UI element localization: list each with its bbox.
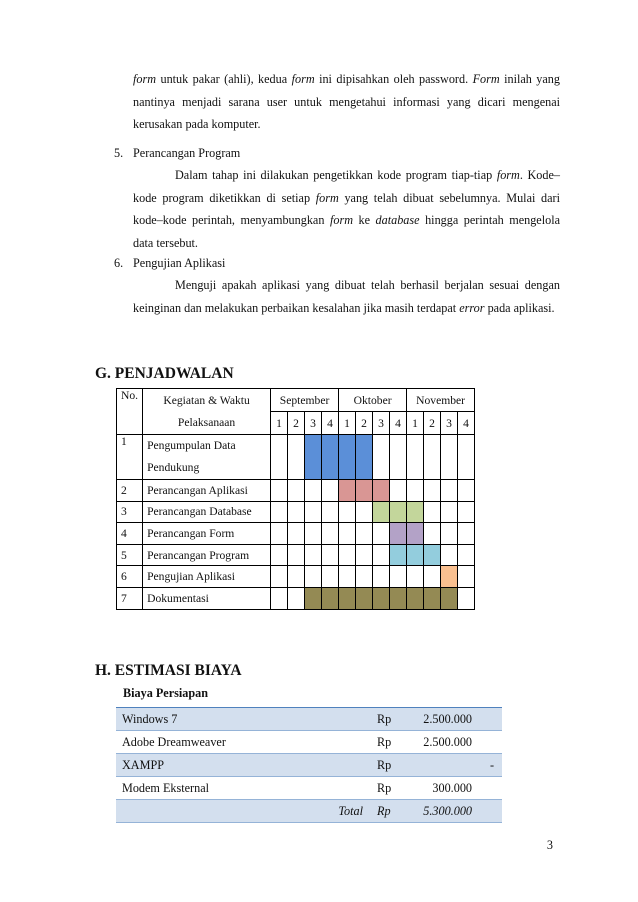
row-no: 6 [117, 566, 143, 588]
budget-row [116, 754, 502, 777]
week-cell [271, 566, 288, 588]
list-body-6 [133, 274, 560, 319]
section-g-heading: G. PENJADWALAN [95, 365, 234, 382]
list-number: 6. [114, 256, 124, 270]
item-currency: Rp [377, 731, 411, 754]
week-cell [305, 480, 322, 502]
week-header: 3 [373, 412, 390, 435]
month-header: Oktober [339, 389, 407, 412]
row-activity-line1: Pengumpulan Data [147, 439, 236, 452]
budget-row [116, 731, 502, 754]
week-cell [322, 566, 339, 588]
emph: database [375, 213, 420, 227]
item-amount: 300.000 [411, 777, 502, 800]
col-activity-line1: Kegiatan & Waktu [163, 394, 250, 407]
week-header: 1 [407, 412, 424, 435]
emph: form [291, 72, 315, 86]
text: Menguji apakah aplikasi yang dibuat telah berhasil berjalan sesuai dengan keinginan dan melakukan perbaikan kesalahan jika masih terdapat [133, 278, 560, 315]
week-cell-filled [322, 587, 339, 609]
week-cell [288, 523, 305, 545]
emph: form [496, 168, 520, 182]
list-body-5 [133, 164, 560, 254]
week-cell [322, 523, 339, 545]
week-header: 3 [305, 412, 322, 435]
col-activity-header [143, 389, 271, 435]
row-activity: Perancangan Database [143, 501, 271, 523]
row-activity [143, 435, 271, 480]
week-cell [305, 566, 322, 588]
week-cell [424, 566, 441, 588]
item-currency: Rp [377, 777, 411, 800]
schedule-row [117, 566, 475, 588]
budget-table [116, 707, 502, 823]
week-cell [424, 435, 441, 480]
text: ke [353, 213, 376, 227]
week-cell [373, 544, 390, 566]
emph: Form [472, 72, 500, 86]
col-activity-line2: Pelaksanaan [177, 416, 236, 429]
week-cell [424, 523, 441, 545]
budget-row [116, 708, 502, 731]
week-cell-filled [373, 480, 390, 502]
schedule-row [117, 480, 475, 502]
week-cell [288, 501, 305, 523]
week-cell [458, 566, 475, 588]
week-cell-filled [305, 587, 322, 609]
week-cell [441, 435, 458, 480]
week-cell [305, 501, 322, 523]
week-cell [441, 523, 458, 545]
col-no-header: No. [117, 389, 143, 435]
week-cell [288, 587, 305, 609]
week-cell [322, 544, 339, 566]
week-cell-filled [356, 435, 373, 480]
month-header: September [271, 389, 339, 412]
week-cell [271, 480, 288, 502]
week-cell-filled [407, 544, 424, 566]
week-cell [271, 523, 288, 545]
item-amount: - [411, 754, 502, 777]
week-cell-filled [356, 587, 373, 609]
week-header: 4 [458, 412, 475, 435]
list-title: Perancangan Program [133, 146, 241, 160]
week-cell [390, 480, 407, 502]
week-cell [356, 523, 373, 545]
week-header: 4 [390, 412, 407, 435]
week-header: 2 [288, 412, 305, 435]
text: untuk pakar (ahli), kedua [156, 72, 292, 86]
week-cell [339, 566, 356, 588]
week-cell-filled [390, 523, 407, 545]
item-name: Modem Eksternal [116, 777, 377, 800]
week-cell-filled [390, 544, 407, 566]
week-cell-filled [339, 480, 356, 502]
schedule-row [117, 435, 475, 480]
text: Dalam tahap ini dilakukan pengetikkan kode program tiap-tiap [175, 168, 497, 182]
week-cell-filled [407, 523, 424, 545]
week-cell [271, 544, 288, 566]
item-currency: Rp [377, 708, 411, 731]
text: inilah yang nantinya menjadi sarana user untuk mengetahui informasi yang dicari mengenai kerusakan pada komputer. [133, 72, 560, 131]
week-cell [458, 544, 475, 566]
budget-row [116, 777, 502, 800]
text: yang telah dibuat sebelumnya. Mulai dari kode–kode perintah, menyambungkan [133, 190, 560, 227]
total-amount: 5.300.000 [411, 800, 502, 823]
budget-total-row [116, 800, 502, 823]
item-amount: 2.500.000 [411, 731, 502, 754]
row-activity: Pengujian Aplikasi [143, 566, 271, 588]
week-cell-filled [339, 435, 356, 480]
week-cell [441, 544, 458, 566]
row-activity-line2: Pendukung [147, 461, 200, 474]
week-cell [305, 523, 322, 545]
schedule-row [117, 587, 475, 609]
week-cell-filled [407, 501, 424, 523]
week-cell-filled [407, 587, 424, 609]
week-cell [373, 523, 390, 545]
row-activity: Perancangan Program [143, 544, 271, 566]
budget-subtitle: Biaya Persiapan [123, 686, 208, 700]
week-cell [441, 501, 458, 523]
week-cell-filled [424, 544, 441, 566]
week-cell [288, 480, 305, 502]
week-cell [356, 544, 373, 566]
schedule-table [116, 388, 475, 610]
text: pada aplikasi. [484, 300, 555, 315]
week-cell [407, 435, 424, 480]
emph: form [133, 72, 157, 86]
schedule-row [117, 523, 475, 545]
week-cell [271, 587, 288, 609]
schedule-row [117, 501, 475, 523]
emph: form [329, 213, 353, 227]
week-cell-filled [390, 587, 407, 609]
week-cell-filled [339, 587, 356, 609]
week-header: 2 [424, 412, 441, 435]
week-header: 4 [322, 412, 339, 435]
week-cell-filled [390, 501, 407, 523]
text: ini dipisahkan oleh password. [314, 72, 473, 86]
item-name: Adobe Dreamweaver [116, 731, 377, 754]
week-cell [407, 566, 424, 588]
emph: error [459, 300, 485, 315]
week-cell [339, 501, 356, 523]
week-header: 1 [271, 412, 288, 435]
week-cell [356, 501, 373, 523]
schedule-header-row [117, 389, 475, 412]
emph: form [315, 190, 339, 205]
week-cell [458, 480, 475, 502]
total-currency: Rp [377, 800, 411, 823]
item-name: XAMPP [116, 754, 377, 777]
week-cell [407, 480, 424, 502]
week-cell-filled [441, 566, 458, 588]
week-cell-filled [305, 435, 322, 480]
week-cell [373, 566, 390, 588]
week-cell [424, 501, 441, 523]
week-cell [322, 480, 339, 502]
week-cell [288, 435, 305, 480]
week-cell [458, 523, 475, 545]
week-cell [424, 480, 441, 502]
list-title: Pengujian Aplikasi [133, 256, 226, 270]
week-cell [458, 587, 475, 609]
row-no: 4 [117, 523, 143, 545]
week-cell-filled [356, 480, 373, 502]
week-cell [458, 501, 475, 523]
week-cell-filled [424, 587, 441, 609]
total-label: Total [116, 800, 377, 823]
week-cell [339, 523, 356, 545]
week-cell [288, 544, 305, 566]
week-header: 1 [339, 412, 356, 435]
row-activity: Perancangan Aplikasi [143, 480, 271, 502]
week-cell [356, 566, 373, 588]
week-cell [339, 544, 356, 566]
row-no: 1 [117, 435, 143, 480]
item-name: Windows 7 [116, 708, 377, 731]
row-activity: Perancangan Form [143, 523, 271, 545]
week-cell [305, 544, 322, 566]
week-cell [288, 566, 305, 588]
row-activity: Dokumentasi [143, 587, 271, 609]
week-cell [390, 435, 407, 480]
week-cell [390, 566, 407, 588]
week-cell-filled [373, 501, 390, 523]
intro-paragraph [133, 68, 560, 136]
week-cell-filled [322, 435, 339, 480]
item-currency: Rp [377, 754, 411, 777]
week-cell [271, 501, 288, 523]
week-cell-filled [441, 587, 458, 609]
text: . Kode–kode program diketikkan di setiap [133, 168, 560, 205]
month-header: November [407, 389, 475, 412]
week-cell [458, 435, 475, 480]
row-no: 3 [117, 501, 143, 523]
schedule-row [117, 544, 475, 566]
row-no: 2 [117, 480, 143, 502]
text: hingga perintah mengelola data tersebut. [133, 213, 560, 250]
week-cell [322, 501, 339, 523]
week-header: 2 [356, 412, 373, 435]
week-cell [373, 435, 390, 480]
week-cell-filled [373, 587, 390, 609]
item-amount: 2.500.000 [411, 708, 502, 731]
row-no: 5 [117, 544, 143, 566]
row-no: 7 [117, 587, 143, 609]
week-cell [271, 435, 288, 480]
week-header: 3 [441, 412, 458, 435]
section-h-heading: H. ESTIMASI BIAYA [95, 662, 242, 679]
list-number: 5. [114, 146, 124, 160]
page-number: 3 [546, 838, 553, 852]
week-cell [441, 480, 458, 502]
